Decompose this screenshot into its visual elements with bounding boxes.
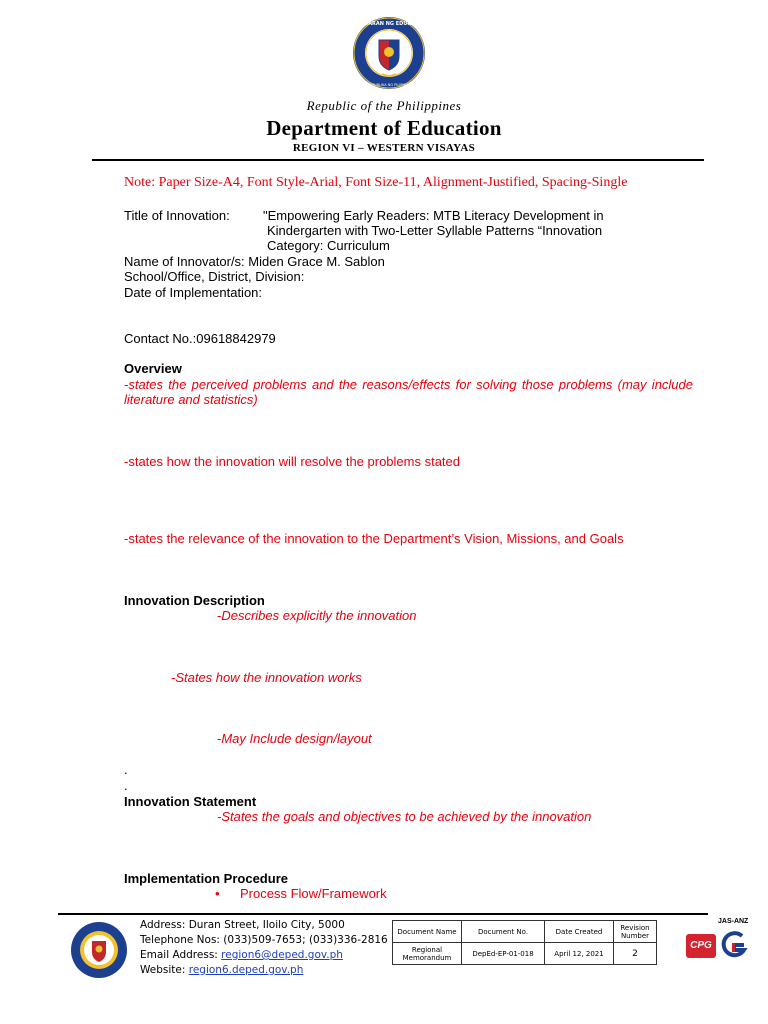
procedure-item-flow: Process Flow/Framework [240, 886, 387, 901]
website-label: Website: [140, 964, 189, 976]
deped-seal [347, 16, 431, 90]
overview-item-problems: -states the perceived problems and the reasons/effects for solving those problems (may include literature and statistics) [124, 377, 693, 407]
overview-item-relevance: -states the relevance of the innovation to the Department’s Vision, Missions, and Goals [124, 531, 624, 546]
dash: - [217, 731, 222, 746]
table-cell: DepEd-EP-01-018 [462, 943, 545, 965]
statement-item-goals: -States the goals and objectives to be achieved by the innovation [217, 809, 592, 824]
region-seal [70, 921, 128, 979]
email-link[interactable]: region6@deped.gov.ph [221, 949, 343, 961]
title-line-2: Kindergarten with Two-Letter Syllable Patterns “Innovation [267, 223, 603, 238]
table-header: Document No. [462, 921, 545, 943]
seal-text-top: KAGAWARAN NG EDUKASYON [347, 21, 431, 27]
footer-address: Address: Duran Street, Iloilo City, 5000 [140, 919, 345, 931]
contact-line: Contact No.:09618842979 [124, 331, 276, 346]
table-cell: Regional Memorandum [393, 943, 462, 965]
procedure-heading: Implementation Procedure [124, 871, 288, 886]
procedure-bullet: • [215, 886, 220, 901]
overview-item-resolve: -states how the innovation will resolve the problems stated [124, 454, 461, 469]
description-item-explicit [217, 608, 416, 623]
footer-email-line [140, 948, 343, 962]
document-info-table [392, 920, 657, 965]
category-line: Category: Curriculum [267, 238, 390, 253]
dash: - [217, 608, 222, 623]
description-text: Describes explicitly the innovation [221, 608, 417, 623]
seal-text-bottom: REPUBLIKA NG PILIPINAS [367, 83, 411, 87]
description-item-works: -States how the innovation works [171, 670, 362, 685]
table-cell: 2 [614, 943, 657, 965]
implementation-date-line: Date of Implementation: [124, 285, 263, 300]
innovator-line: Name of Innovator/s: Miden Grace M. Sablon [124, 254, 385, 269]
certification-mark-icon [720, 930, 748, 960]
footer-website-line [140, 963, 303, 977]
republic-line: Republic of the Philippines [306, 98, 462, 113]
table-header-row [393, 921, 657, 943]
jas-anz-label: JAS-ANZ [718, 918, 749, 925]
header-divider [92, 159, 704, 161]
region-line: REGION VI – WESTERN VISAYAS [292, 142, 476, 154]
cpg-logo: CPG [686, 934, 716, 958]
footer-divider [58, 913, 708, 915]
description-text: May Include design/layout [221, 731, 372, 746]
title-line-1: "Empowering Early Readers: MTB Literacy Development in [263, 208, 604, 223]
dot-2: . [124, 778, 128, 793]
table-header: Date Created [545, 921, 614, 943]
overview-heading: Overview [124, 361, 182, 376]
statement-heading: Innovation Statement [124, 794, 257, 809]
description-heading: Innovation Description [124, 593, 265, 608]
dot-1: . [124, 762, 128, 777]
description-item-layout [217, 731, 372, 746]
format-note: Note: Paper Size-A4, Font Style-Arial, Font Size-11, Alignment-Justified, Spacing-Single [124, 175, 628, 190]
department-title: Department of Education [266, 116, 502, 140]
school-line: School/Office, District, Division: [124, 269, 305, 284]
footer-telephone: Telephone Nos: (033)509-7653; (033)336-2816 [140, 934, 388, 946]
table-row [393, 943, 657, 965]
title-label: Title of Innovation: [124, 208, 230, 223]
website-link[interactable]: region6.deped.gov.ph [188, 964, 304, 976]
table-header: Revision Number [614, 921, 657, 943]
table-header: Document Name [393, 921, 462, 943]
email-label: Email Address: [140, 949, 222, 961]
table-cell: April 12, 2021 [545, 943, 614, 965]
